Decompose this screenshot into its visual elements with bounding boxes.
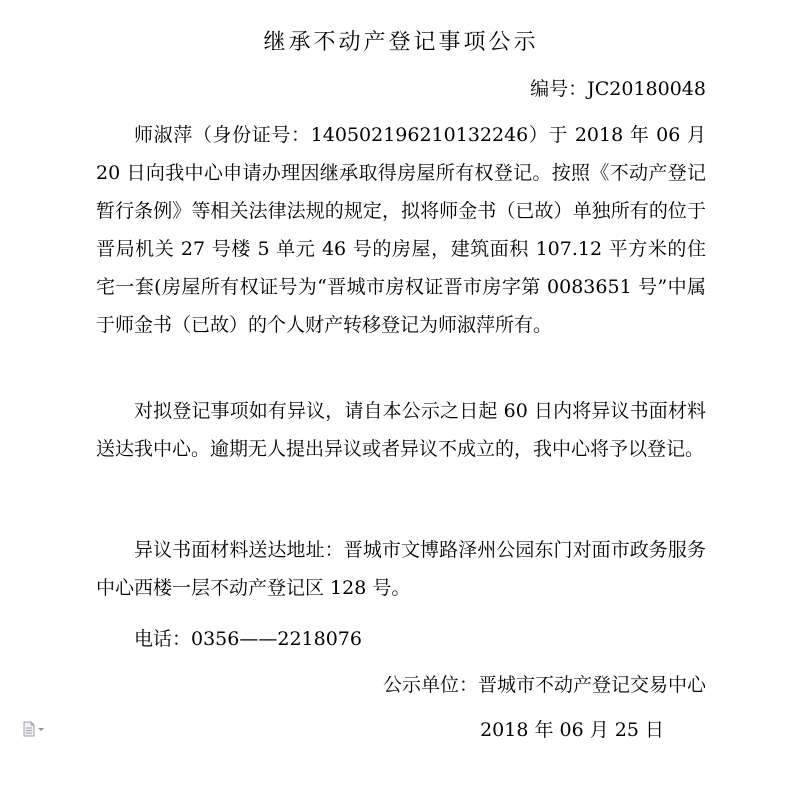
notice-issuer: 公示单位：晋城市不动产登记交易中心 (382, 674, 706, 696)
notice-paragraph-objection: 对拟登记事项如有异议，请自本公示之日起 60 日内将异议书面材料送达我中心。逾期无人提出异议或者异议不成立的，我中心将予以登记。 (96, 400, 706, 460)
notice-date: 2018 年 06 月 25 日 (480, 719, 664, 741)
notice-paragraph-address: 异议书面材料送达地址：晋城市文博路泽州公园东门对面市政务服务中心西楼一层不动产登记区 128 号。 (96, 539, 706, 599)
notice-title: 继承不动产登记事项公示 (263, 30, 539, 55)
notice-paragraph-applicant: 师淑萍（身份证号：140502196210132246）于 2018 年 06 月 20 日向我中心申请办理因继承取得房屋所有权登记。按照《不动产登记暂行条例》等相关法律法规的规定，拟将师金书（已故）单独所有的位于晋局机关 27 号楼 5 单元 46 号的房屋，建筑面积 107.12 平方米的住宅一套(房屋所有权证号为“晋城市房权证晋市房字第 0083651 号”中属于师金书（已故）的个人财产转移登记为师淑萍所有。 (96, 124, 706, 336)
notice-phone: 电话：0356——2218076 (134, 628, 362, 650)
document-dropdown-icon[interactable] (22, 721, 52, 737)
notice-number: 编号：JC20180048 (530, 78, 706, 100)
